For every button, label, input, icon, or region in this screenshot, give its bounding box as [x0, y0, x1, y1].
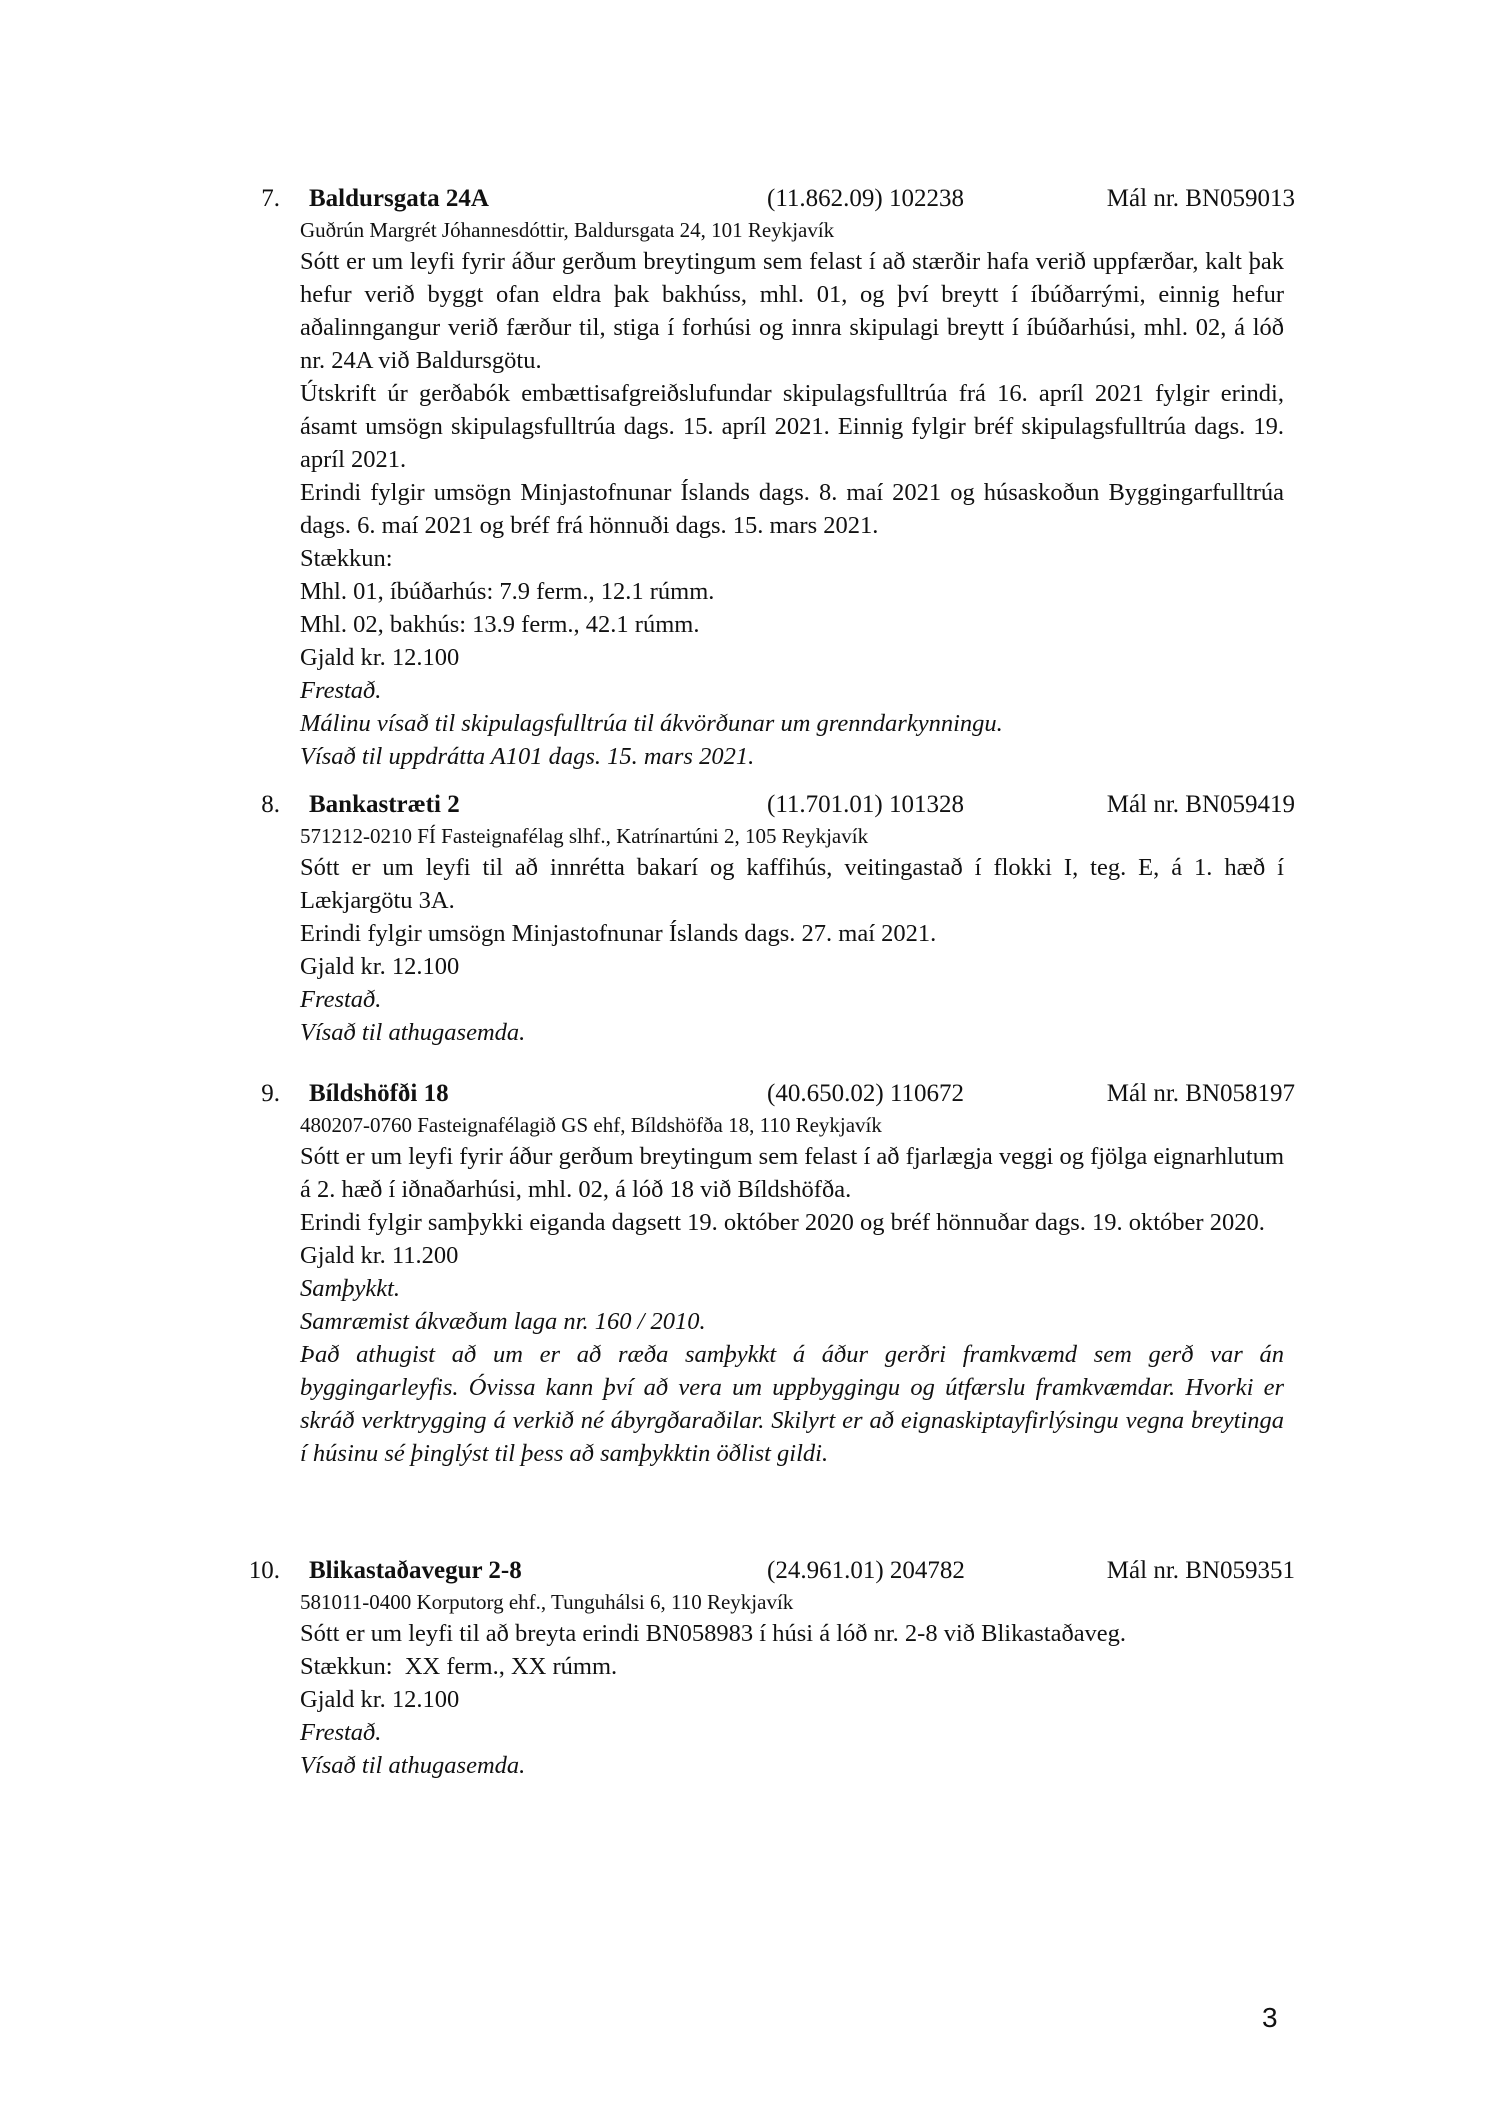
case-land-id: (11.862.09) 102238: [767, 185, 964, 212]
case-applicant: 581011-0400 Korputorg ehf., Tunguhálsi 6, 110 Reykjavík: [300, 1590, 794, 1614]
case-paragraph: Erindi fylgir umsögn Minjastofnunar Íslands dags. 27. maí 2021.: [300, 920, 937, 947]
case-entry: [0, 1077, 1500, 1470]
case-entry: [0, 1554, 1500, 1782]
case-street: Bankastræti 2: [309, 791, 460, 818]
case-header: [0, 1077, 1500, 1111]
case-number: 7.: [261, 185, 280, 212]
page-number: 3: [1262, 2002, 1278, 2033]
case-body: [300, 851, 1284, 1049]
case-decision: Það athugist að um er að ræða samþykkt á áður gerðri framkvæmd sem gerð var án byggingarleyfis. Óvissa kann því að vera um uppbyggingu og útfærslu framkvæmdar. Hvorki er skráð verktrygging á verkið né ábyrgðaraðilar. Skilyrt er að eignaskiptayfirlýsingu vegna breytinga í húsinu sé þinglýst til þess að samþykktin öðlist gildi.: [300, 1341, 1284, 1467]
case-street: Bíldshöfði 18: [309, 1080, 449, 1107]
case-paragraph: Sótt er um leyfi til að innrétta bakarí og kaffihús, veitingastað í flokki I, teg. E, á 1. hæð í Lækjargötu 3A.: [300, 854, 1284, 914]
case-land-id: (40.650.02) 110672: [767, 1080, 964, 1107]
case-number-ref: Mál nr. BN059419: [1106, 791, 1295, 818]
case-entry: [0, 182, 1500, 773]
case-decision: Samræmist ákvæðum laga nr. 160 / 2010.: [300, 1308, 706, 1335]
case-fee: Gjald kr. 11.200: [300, 1242, 459, 1269]
case-decision: Frestað.: [300, 986, 382, 1013]
case-fee: Gjald kr. 12.100: [300, 1686, 460, 1713]
case-entry: [0, 788, 1500, 1049]
case-paragraph: Erindi fylgir samþykki eiganda dagsett 19. október 2020 og bréf hönnuðar dags. 19. október 2020.: [300, 1209, 1265, 1236]
case-number: 8.: [261, 791, 280, 818]
case-paragraph: Sótt er um leyfi fyrir áður gerðum breytingum sem felast í að fjarlægja veggi og fjölga eignarhlutum á 2. hæð í iðnaðarhúsi, mhl. 02, á lóð 18 við Bíldshöfða.: [300, 1143, 1284, 1203]
case-header: [0, 182, 1500, 216]
case-number-ref: Mál nr. BN059351: [1106, 1557, 1295, 1584]
case-applicant: Guðrún Margrét Jóhannesdóttir, Baldursgata 24, 101 Reykjavík: [300, 218, 835, 242]
case-applicant: 571212-0210 FÍ Fasteignafélag slhf., Katrínartúni 2, 105 Reykjavík: [300, 824, 869, 848]
case-decision: Frestað.: [300, 677, 382, 704]
case-decision: Vísað til uppdrátta A101 dags. 15. mars 2021.: [300, 743, 755, 770]
case-street: Blikastaðavegur 2-8: [309, 1557, 522, 1584]
case-body: [300, 1140, 1284, 1470]
case-body: [300, 1617, 1284, 1782]
case-decision: Frestað.: [300, 1719, 382, 1746]
case-paragraph: Stækkun: XX ferm., XX rúmm.: [300, 1653, 618, 1680]
case-fee: Gjald kr. 12.100: [300, 644, 460, 671]
case-decision: Vísað til athugasemda.: [300, 1752, 526, 1779]
case-land-id: (11.701.01) 101328: [767, 791, 964, 818]
case-paragraph: Erindi fylgir umsögn Minjastofnunar Íslands dags. 8. maí 2021 og húsaskoðun Byggingarfulltrúa dags. 6. maí 2021 og bréf frá hönnuði dags. 15. mars 2021.: [300, 479, 1284, 539]
case-land-id: (24.961.01) 204782: [767, 1557, 965, 1584]
case-paragraph: Sótt er um leyfi fyrir áður gerðum breytingum sem felast í að stærðir hafa verið uppfærðar, kalt þak hefur verið byggt ofan eldra þak bakhúss, mhl. 01, og því breytt í íbúðarrými, einnig hefur aðalinngangur verið færður til, stiga í forhúsi og innra skipulagi breytt í íbúðarhúsi, mhl. 02, á lóð nr. 24A við Baldursgötu.: [300, 248, 1284, 374]
case-number-ref: Mál nr. BN058197: [1106, 1080, 1295, 1107]
case-header: [0, 788, 1500, 822]
case-fee: Gjald kr. 12.100: [300, 953, 460, 980]
case-number-ref: Mál nr. BN059013: [1106, 185, 1295, 212]
case-paragraph: Sótt er um leyfi til að breyta erindi BN058983 í húsi á lóð nr. 2-8 við Blikastaðaveg.: [300, 1620, 1127, 1647]
case-number: 10.: [248, 1557, 280, 1584]
case-street: Baldursgata 24A: [309, 185, 489, 212]
case-paragraph: Mhl. 01, íbúðarhús: 7.9 ferm., 12.1 rúmm.: [300, 578, 715, 605]
case-paragraph: Útskrift úr gerðabók embættisafgreiðslufundar skipulagsfulltrúa frá 16. apríl 2021 fylgir erindi, ásamt umsögn skipulagsfulltrúa dags. 15. apríl 2021. Einnig fylgir bréf skipulagsfulltrúa dags. 19. apríl 2021.: [300, 380, 1284, 473]
case-paragraph: Stækkun:: [300, 545, 393, 572]
case-header: [0, 1554, 1500, 1588]
case-paragraph: Mhl. 02, bakhús: 13.9 ferm., 42.1 rúmm.: [300, 611, 700, 638]
case-decision: Samþykkt.: [300, 1275, 400, 1302]
case-number: 9.: [261, 1080, 280, 1107]
case-decision: Málinu vísað til skipulagsfulltrúa til ákvörðunar um grenndarkynningu.: [300, 710, 1003, 737]
case-body: [300, 245, 1284, 773]
case-decision: Vísað til athugasemda.: [300, 1019, 526, 1046]
case-applicant: 480207-0760 Fasteignafélagið GS ehf, Bíldshöfða 18, 110 Reykjavík: [300, 1113, 882, 1137]
